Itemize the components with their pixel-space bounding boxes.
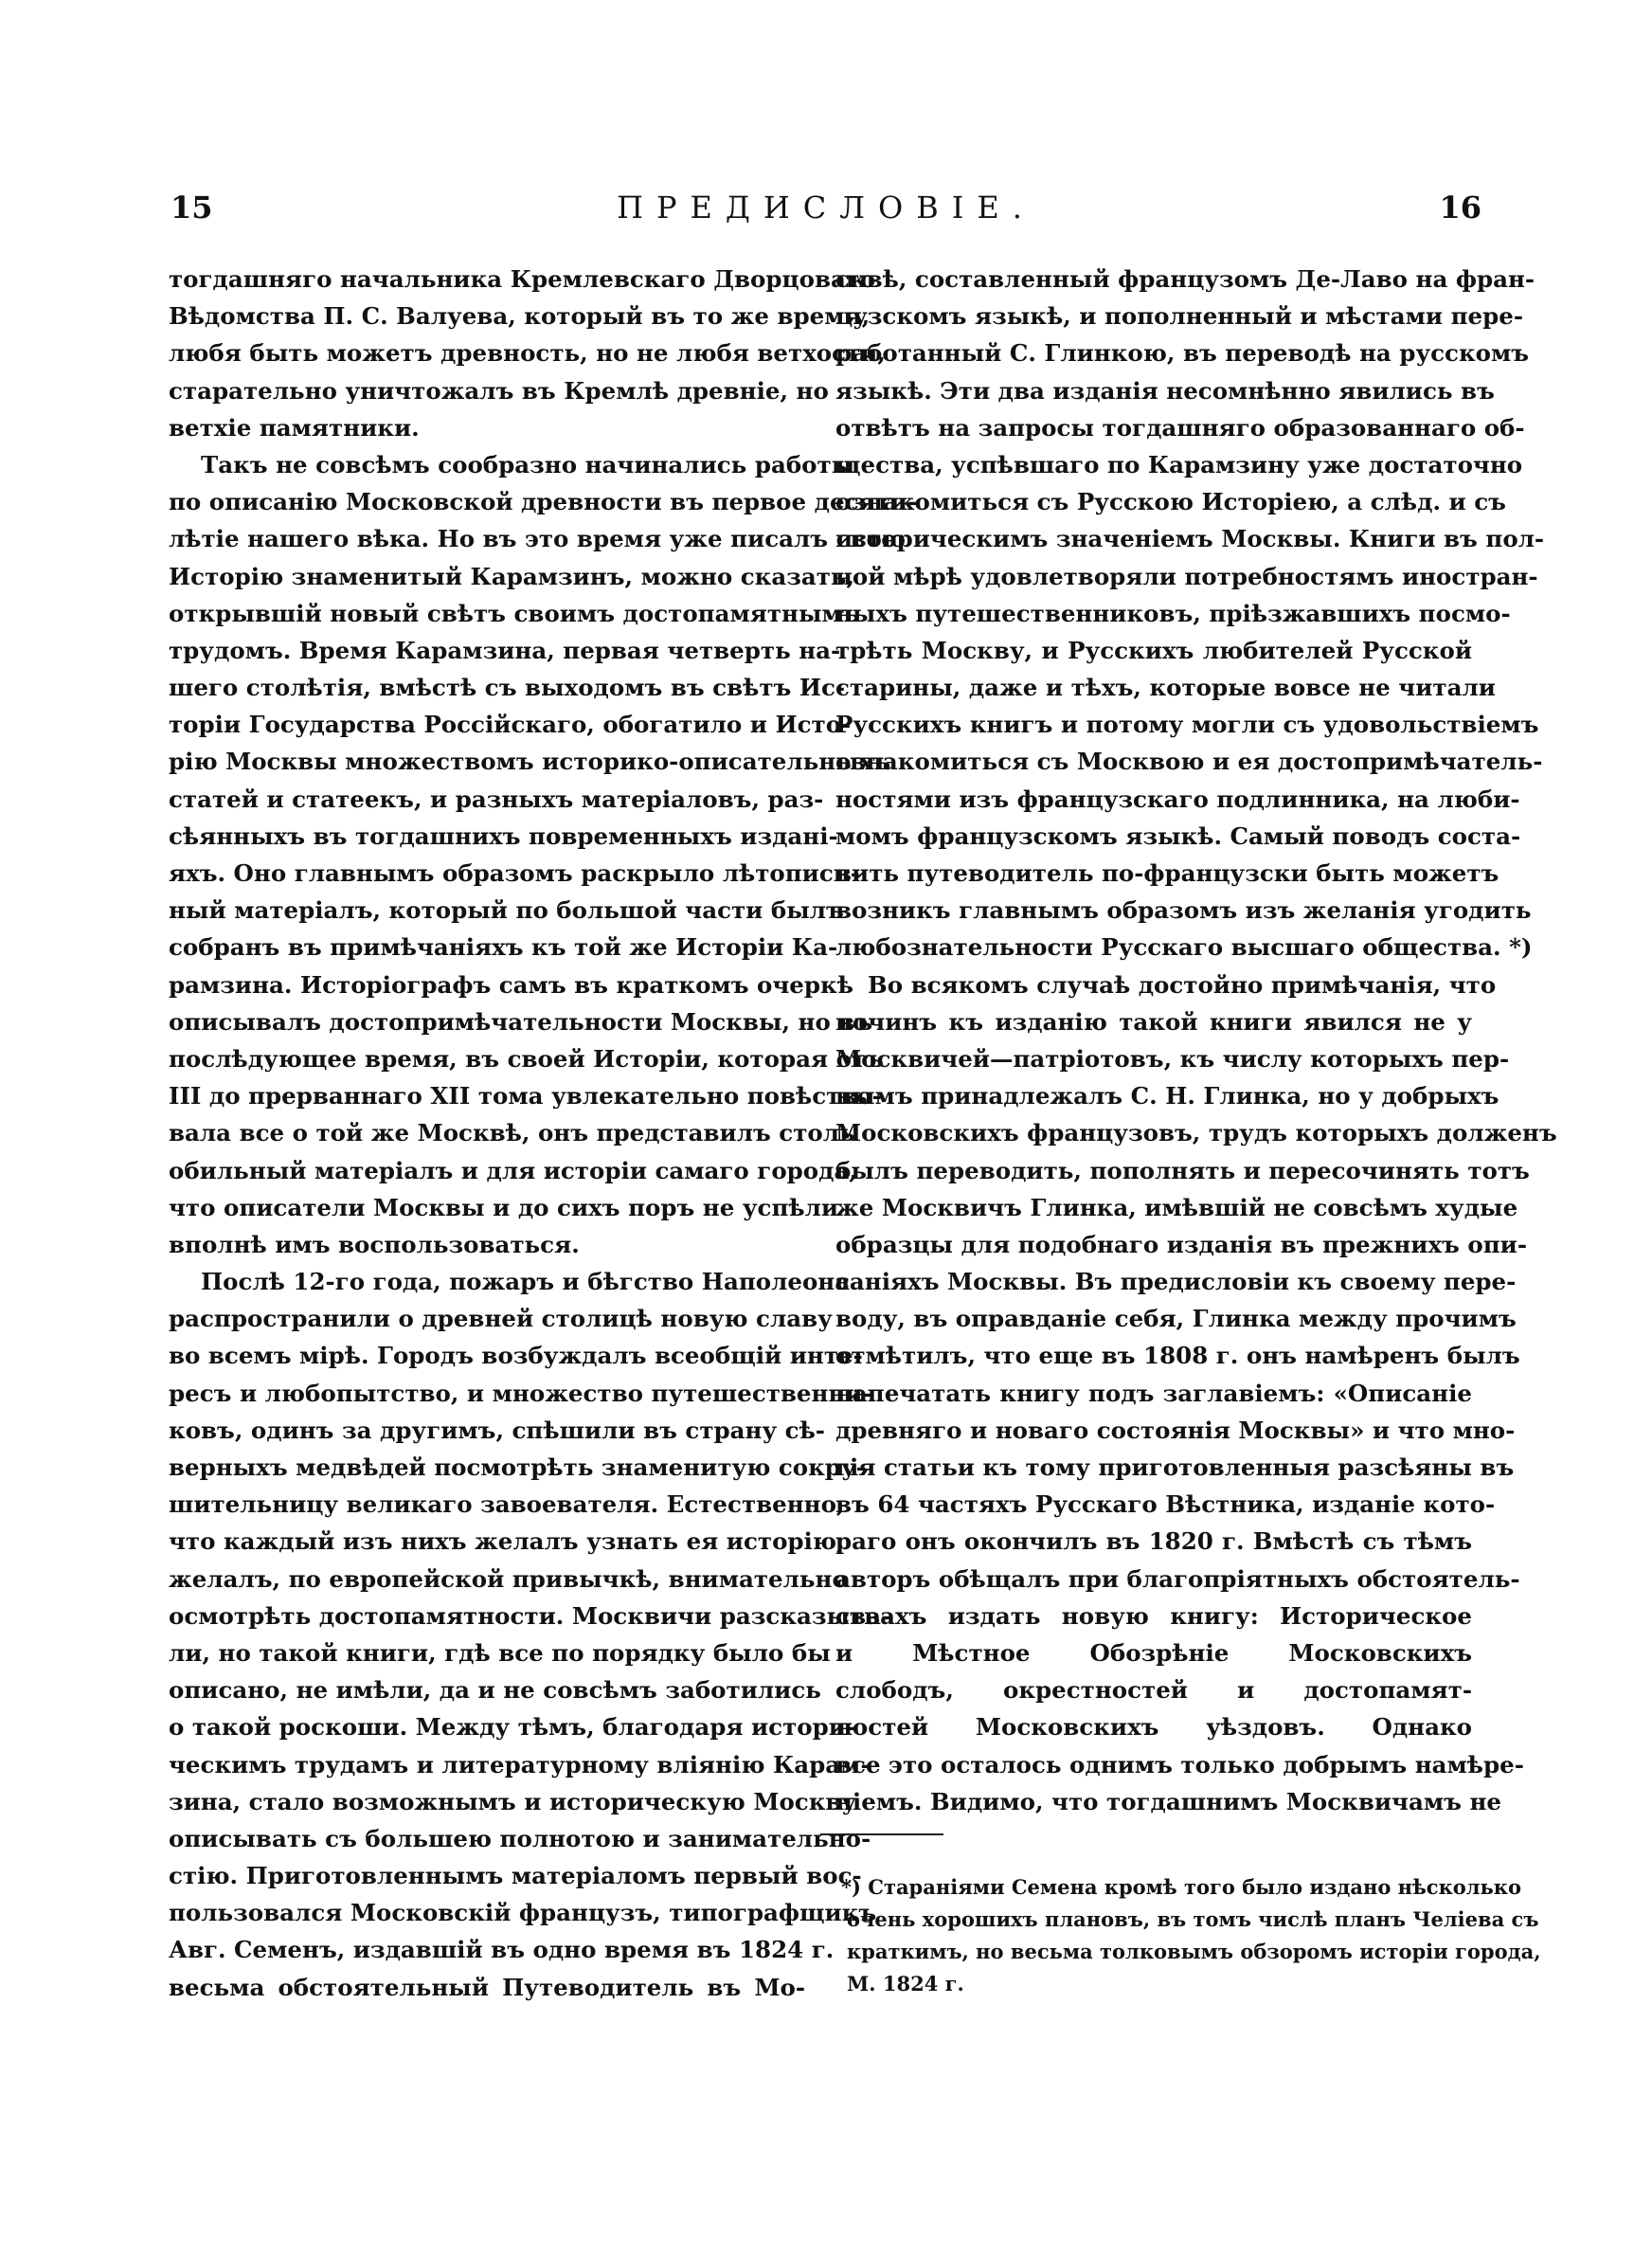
- text-line: ветхіе памятники.: [169, 413, 420, 442]
- text-line: вполнѣ имъ воспользоваться.: [169, 1230, 580, 1258]
- text-line: шительницу великаго завоевателя. Естественно,: [169, 1490, 845, 1519]
- text-line: образцы для подобнаго изданія въ прежнихъ опи-: [835, 1230, 1527, 1258]
- text-line: описывалъ достопримѣчательности Москвы, но въ: [169, 1007, 873, 1036]
- text-line: статей и статеекъ, и разныхъ матеріаловъ, раз-: [169, 785, 824, 813]
- text-line: Исторію знаменитый Карамзинъ, можно сказать,: [169, 562, 855, 590]
- text-line: ностями изъ французскаго подлинника, на люби-: [835, 785, 1520, 813]
- text-line: вала все о той же Москвѣ, онъ представилъ столь: [169, 1119, 855, 1147]
- text-line: раго онъ окончилъ въ 1820 г. Вмѣстѣ съ тѣмъ: [835, 1527, 1472, 1556]
- text-line: по описанію Московской древности въ первое десяти-: [169, 488, 918, 516]
- text-line: щества, успѣвшаго по Карамзину уже достаточно: [835, 450, 1523, 478]
- text-line: весьма обстоятельный Путеводитель въ Мо-: [169, 1973, 805, 2001]
- text-line: о такой роскоши. Между тѣмъ, благодаря истори-: [169, 1713, 856, 1742]
- text-line: Москвичей—патріотовъ, къ числу которыхъ пер-: [835, 1044, 1510, 1073]
- text-line: верныхъ медвѣдей посмотрѣть знаменитую сокру-: [169, 1454, 866, 1481]
- text-line: любознательности Русскаго высшаго общества. *): [835, 933, 1533, 962]
- text-line: напечатать книгу подъ заглавіемъ: «Описаніе: [835, 1379, 1472, 1407]
- text-line: и Мѣстное Обозрѣніе Московскихъ: [835, 1638, 1472, 1667]
- text-line: Во всякомъ случаѣ достойно примѣчанія, что: [868, 970, 1497, 999]
- footnote-separator: [820, 1833, 943, 1835]
- text-line: вымъ принадлежалъ С. Н. Глинка, но у добрыхъ: [835, 1082, 1499, 1110]
- text-line: ли, но такой книги, гдѣ все по порядку было бы: [169, 1638, 831, 1667]
- text-line: III до прерваннаго XII тома увлекательно повѣство-: [169, 1082, 882, 1110]
- text-line: рію Москвы множествомъ историко-описательныхъ: [169, 748, 891, 776]
- text-line: Русскихъ книгъ и потому могли съ удовольствіемъ: [835, 711, 1539, 739]
- footnote-line: очень хорошихъ плановъ, въ томъ числѣ планъ Челіева съ: [847, 1907, 1539, 1931]
- text-line: старины, даже и тѣхъ, которые вовсе не читали: [835, 674, 1496, 702]
- text-line: гія статьи къ тому приготовленныя разсѣяны въ: [835, 1454, 1515, 1481]
- footnote-line: М. 1824 г.: [847, 1972, 964, 1995]
- text-line: шего столѣтія, вмѣстѣ съ выходомъ въ свѣтъ Ис-: [169, 674, 846, 702]
- text-line: зина, стало возможнымъ и историческую Москву: [169, 1787, 857, 1815]
- text-line: цузскомъ языкѣ, и пополненный и мѣстами пере-: [835, 302, 1523, 331]
- text-line: старательно уничтожалъ въ Кремлѣ древніе, но: [169, 376, 829, 405]
- text-line: ный матеріалъ, который по большой части былъ: [169, 896, 844, 925]
- text-line: Авг. Семенъ, издавшій въ одно время въ 1824 г.: [169, 1936, 835, 1964]
- text-line: трѣть Москву, и Русскихъ любителей Русской: [835, 636, 1472, 664]
- text-line: ковъ, одинъ за другимъ, спѣшили въ страну сѣ-: [169, 1416, 825, 1444]
- page-number-left: 15: [171, 190, 213, 226]
- text-line: ческимъ трудамъ и литературному вліянію Карам-: [169, 1750, 871, 1779]
- text-line: описано, не имѣли, да и не совсѣмъ заботились: [169, 1676, 821, 1705]
- text-line: обильный матеріалъ и для исторіи самаго города,: [169, 1156, 857, 1184]
- text-line: лѣтіе нашего вѣка. Но въ это время уже писалъ свою: [169, 525, 907, 553]
- text-line: ознакомиться съ Москвою и ея достопримѣчатель-: [835, 748, 1543, 776]
- text-line: торіи Государства Россійскаго, обогатило и Исто-: [169, 711, 852, 739]
- text-line: пользовался Московскій французъ, типографщикъ: [169, 1899, 877, 1927]
- text-line: возникъ главнымъ образомъ изъ желанія угодить: [835, 896, 1532, 925]
- text-line: отвѣтъ на запросы тогдашняго образованнаго об-: [835, 413, 1525, 442]
- page-header: [171, 190, 1481, 237]
- text-line: ресъ и любопытство, и множество путешественни-: [169, 1379, 872, 1407]
- text-line: отмѣтилъ, что еще въ 1808 г. онъ намѣренъ былъ: [835, 1342, 1520, 1370]
- text-line: ныхъ путешественниковъ, пріѣзжавшихъ посмо-: [835, 599, 1511, 627]
- text-line: работанный С. Глинкою, въ переводѣ на русскомъ: [835, 339, 1530, 368]
- text-line: Московскихъ французовъ, трудъ которыхъ долженъ: [835, 1119, 1557, 1147]
- text-line: древняго и новаго состоянія Москвы» и что мно-: [835, 1416, 1516, 1444]
- text-line: авторъ обѣщалъ при благопріятныхъ обстоятель-: [835, 1564, 1520, 1593]
- text-line: стію. Приготовленнымъ матеріаломъ первый вос-: [169, 1862, 862, 1890]
- text-line: трудомъ. Время Карамзина, первая четверть на-: [169, 636, 841, 664]
- text-line: момъ французскомъ языкѣ. Самый поводъ соста-: [835, 822, 1521, 850]
- text-line: описывать съ большею полнотою и занимательно-: [169, 1824, 871, 1852]
- text-line: былъ переводить, пополнять и пересочинять тотъ: [835, 1156, 1530, 1184]
- text-line: что описатели Москвы и до сихъ поръ не успѣли: [169, 1193, 839, 1221]
- text-line: во всемъ мірѣ. Городъ возбуждалъ всеобщій инте-: [169, 1342, 863, 1370]
- text-line: починъ къ изданію такой книги явился не у: [835, 1007, 1472, 1036]
- text-line: осмотрѣть достопамятности. Москвичи разсказыва-: [169, 1601, 891, 1630]
- text-line: собранъ въ примѣчаніяхъ къ той же Исторіи Ка-: [169, 933, 838, 962]
- text-line: языкѣ. Эти два изданія несомнѣнно явились въ: [835, 376, 1495, 405]
- text-line: сѣянныхъ въ тогдашнихъ повременныхъ издані-: [169, 822, 838, 850]
- text-line: саніяхъ Москвы. Въ предисловіи къ своему пере-: [835, 1268, 1517, 1296]
- text-line: слободъ, окрестностей и достопамят-: [835, 1676, 1472, 1705]
- text-line: вить путеводитель по-французски быть можетъ: [835, 859, 1499, 887]
- text-line: Такъ не совсѣмъ сообразно начинались работы: [201, 450, 855, 478]
- text-line: Послѣ 12-го года, пожаръ и бѣгство Наполеона: [201, 1268, 851, 1296]
- text-line: открывшій новый свѣтъ своимъ достопамятнымъ: [169, 599, 860, 627]
- text-line: сквѣ, составленный французомъ Де-Лаво на фран-: [835, 265, 1535, 293]
- text-line: яхъ. Оно главнымъ образомъ раскрыло лѣтописн-: [169, 859, 860, 887]
- footnote: [841, 1871, 1541, 2000]
- text-line: любя быть можетъ древность, но не любя ветхости,: [169, 339, 886, 368]
- text-line: въ 64 частяхъ Русскаго Вѣстника, изданіе кото-: [835, 1490, 1496, 1519]
- text-line: воду, въ оправданіе себя, Глинка между прочимъ: [835, 1305, 1517, 1333]
- text-line: тогдашняго начальника Кремлевскаго Дворцоваго: [169, 265, 876, 293]
- right-text-column: [835, 261, 1557, 1820]
- text-line: ной мѣрѣ удовлетворяли потребностямъ иностран-: [835, 562, 1538, 590]
- text-line: ствахъ издать новую книгу: Историческое: [835, 1601, 1472, 1630]
- running-title: ПРЕДИСЛОВІЕ.: [617, 190, 1035, 226]
- text-line: историческимъ значеніемъ Москвы. Книги въ пол-: [835, 525, 1545, 553]
- text-line: распространили о древней столицѣ новую славу: [169, 1305, 833, 1333]
- text-line: желалъ, по европейской привычкѣ, внимательно: [169, 1564, 848, 1593]
- text-line: все это осталось однимъ только добрымъ намѣре-: [835, 1750, 1524, 1779]
- text-line: ностей Московскихъ уѣздовъ. Однако: [835, 1713, 1472, 1742]
- text-line: что каждый изъ нихъ желалъ узнать ея исторію,: [169, 1527, 845, 1556]
- text-line: рамзина. Исторіографъ самъ въ краткомъ очеркѣ: [169, 970, 853, 999]
- page-number-right: 16: [1439, 190, 1481, 226]
- footnote-line: краткимъ, но весьма толковымъ обзоромъ исторіи города,: [847, 1940, 1541, 1963]
- text-line: послѣдующее время, въ своей Исторіи, которая отъ: [169, 1044, 884, 1073]
- text-line: ніемъ. Видимо, что тогдашнимъ Москвичамъ не: [835, 1787, 1501, 1815]
- text-line: ознакомиться съ Русскою Исторіею, а слѣд. и съ: [835, 488, 1506, 516]
- text-line: Вѣдомства П. С. Валуева, который въ то же время,: [169, 302, 871, 331]
- text-line: же Москвичъ Глинка, имѣвшій не совсѣмъ худые: [835, 1193, 1518, 1221]
- footnote-line: *) Стараніями Семена кромѣ того было издано нѣсколько: [841, 1875, 1521, 1899]
